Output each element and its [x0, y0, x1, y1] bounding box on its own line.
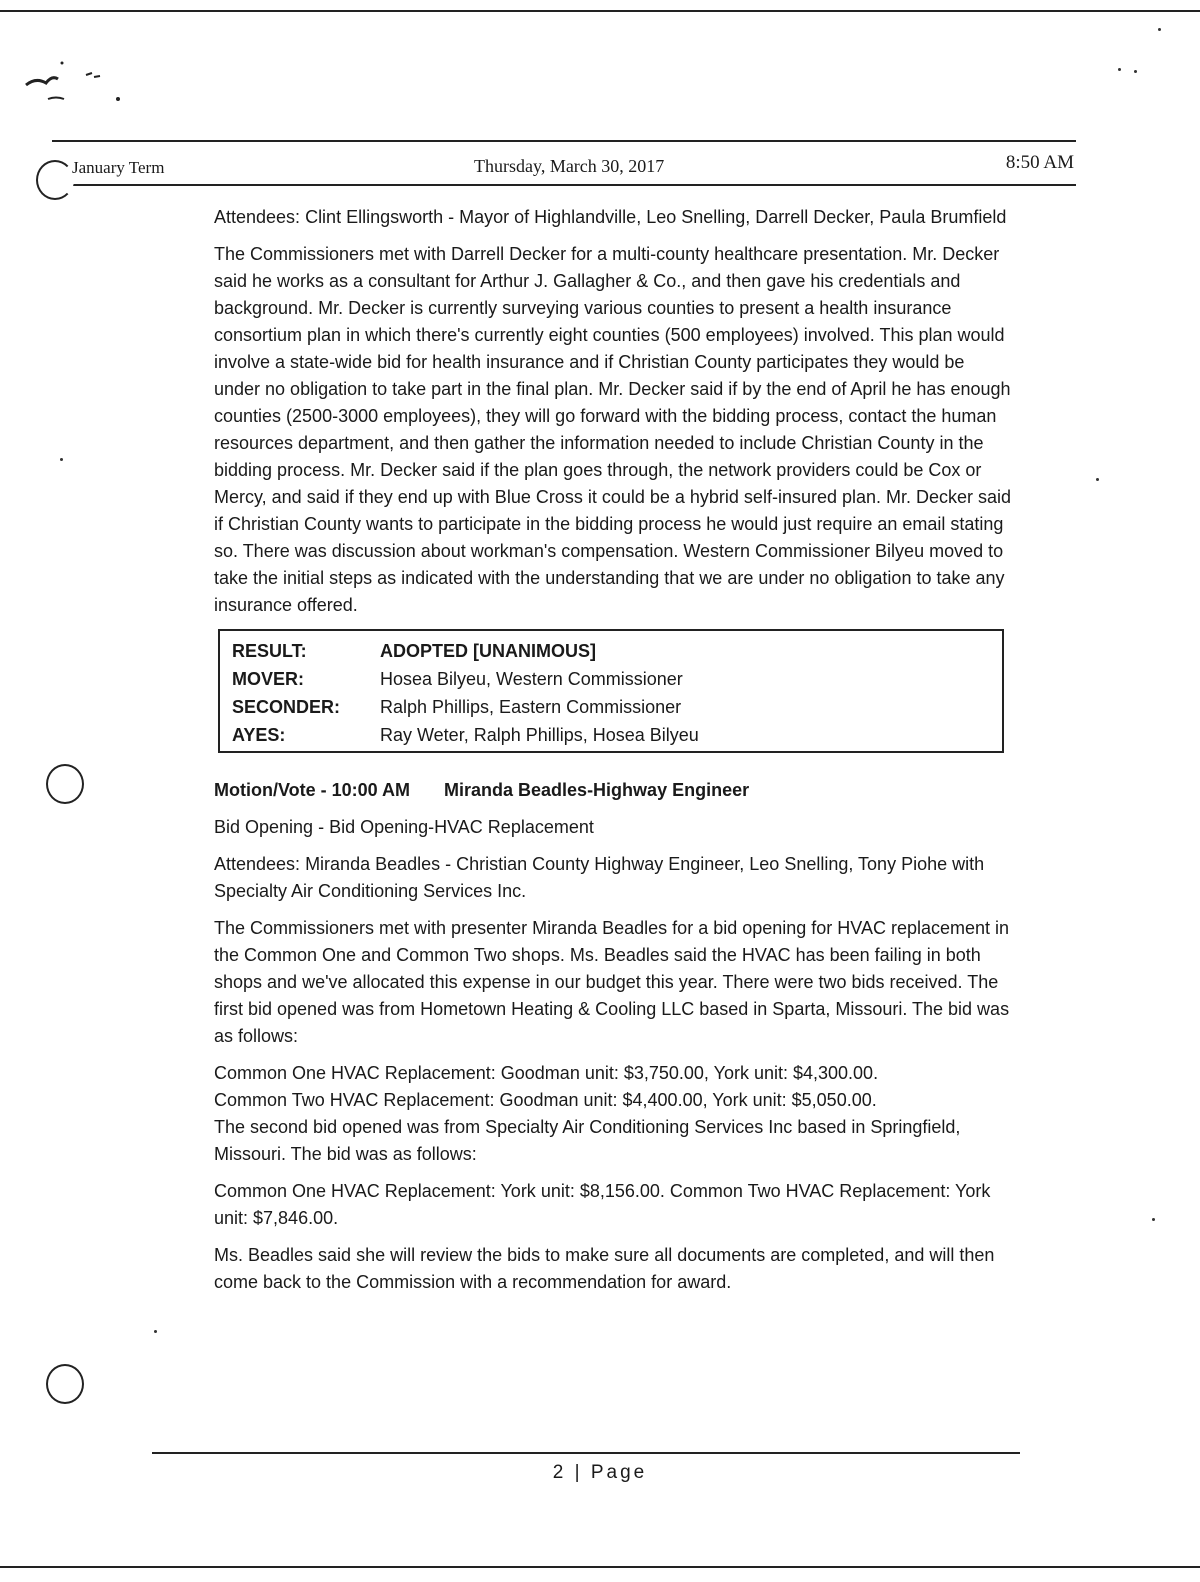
hvac-paragraph: The Commissioners met with presenter Miranda Beadles for a bid opening for HVAC replacement in the Common One and Common Two shops. Ms. Beadles said the HVAC has been failing in both shops and we've allocated this expense in our budget this year. There were two bids received. The first bid opened was from Hometown Heating & Cooling LLC based in Sparta, Missouri. The bid was as follows: [214, 918, 1010, 1046]
attendees-paragraph: Attendees: Clint Ellingsworth - Mayor of Highlandville, Leo Snelling, Darrell Decker, Paula Brumfield [214, 207, 1007, 227]
scan-artifact-marks [22, 55, 132, 115]
vote-value: ADOPTED [UNANIMOUS] [380, 640, 596, 661]
vote-value: Ralph Phillips, Eastern Commissioner [380, 696, 682, 717]
vote-row-ayes [232, 721, 1002, 749]
minutes-body [214, 204, 1014, 1306]
header-top-rule [52, 140, 1076, 142]
page-number: 2 | Page [552, 1462, 648, 1483]
vote-value: Ray Weter, Ralph Phillips, Hosea Bilyeu [380, 724, 699, 745]
vote-value: Hosea Bilyeu, Western Commissioner [380, 668, 683, 689]
binder-hole-icon [36, 160, 74, 200]
scan-bottom-rule [0, 1566, 1200, 1568]
bid1-line2: Common Two HVAC Replacement: Goodman unit: $4,400.00, York unit: $5,050.00. [214, 1090, 877, 1110]
attendees-paragraph-2: Attendees: Miranda Beadles - Christian County Highway Engineer, Leo Snelling, Tony Piohe with Specialty Air Conditioning Services Inc. [214, 854, 985, 901]
meeting-date: Thursday, March 30, 2017 [474, 156, 665, 176]
scan-speck [1152, 1218, 1155, 1221]
bid2-paragraph: Common One HVAC Replacement: York unit: $8,156.00. Common Two HVAC Replacement: York unit: $7,846.00. [214, 1181, 991, 1228]
scan-speck [60, 458, 63, 461]
motion-heading [214, 777, 1014, 804]
bid2-intro: The second bid opened was from Specialty Air Conditioning Services Inc based in Springfield, Missouri. The bid was as follows: [214, 1117, 961, 1164]
scan-speck [1118, 68, 1121, 71]
vote-label: MOVER: [232, 668, 304, 689]
scan-speck [1158, 28, 1161, 31]
bid1-line1: Common One HVAC Replacement: Goodman unit: $3,750.00, York unit: $4,300.00. [214, 1063, 879, 1083]
vote-result-box [218, 629, 1004, 753]
bid-list [214, 1060, 1014, 1168]
motion-presenter: Miranda Beadles-Highway Engineer [444, 780, 750, 800]
vote-label: SECONDER: [232, 696, 341, 717]
vote-label: RESULT: [232, 640, 307, 661]
footer-rule [152, 1452, 1020, 1454]
closing-paragraph: Ms. Beadles said she will review the bids to make sure all documents are completed, and will then come back to the Commission with a recommendation for award. [214, 1245, 995, 1292]
vote-row-seconder [232, 693, 1002, 721]
vote-row-mover [232, 665, 1002, 693]
scan-top-rule [0, 10, 1200, 12]
page-header [72, 152, 1074, 180]
motion-time: Motion/Vote - 10:00 AM [214, 780, 411, 800]
vote-label: AYES: [232, 724, 286, 745]
scan-speck [154, 1330, 157, 1333]
scan-speck [1096, 478, 1099, 481]
binder-hole-icon [46, 764, 84, 804]
vote-row-result [232, 637, 1002, 665]
scan-speck [1134, 70, 1137, 73]
header-bottom-rule [52, 184, 1076, 186]
term-name: January Term [72, 158, 165, 177]
meeting-time: 8:50 AM [1005, 152, 1074, 173]
healthcare-paragraph: The Commissioners met with Darrell Decker for a multi-county healthcare presentation. Mr. Decker said he works as a consultant for Arthur J. Gallagher & Co., and then gave his credentials and background. Mr. Decker is currently surveying various counties to present a health insurance consortium plan in which there's currently eight counties (500 employees) involved. This plan would involve a state-wide bid for health insurance and if Christian County participates they would be under no obligation to take part in the final plan. Mr. Decker said if by the end of April he has enough counties (2500-3000 employees), they will go forward with the bidding process, contact the human resources department, and then gather the information needed to include Christian County in the bidding process. Mr. Decker said if the plan goes through, the network providers could be Cox or Mercy, and said if they end up with Blue Cross it could be a hybrid self-insured plan. Mr. Decker said if Christian County wants to participate in the bidding process he would just require an email stating so. There was discussion about workman's compensation. Western Commissioner Bilyeu moved to take the initial steps as indicated with the understanding that we are under no obligation to take any insurance offered. [214, 244, 1012, 615]
bid-opening-line: Bid Opening - Bid Opening-HVAC Replacement [214, 817, 594, 837]
binder-hole-icon [46, 1364, 84, 1404]
